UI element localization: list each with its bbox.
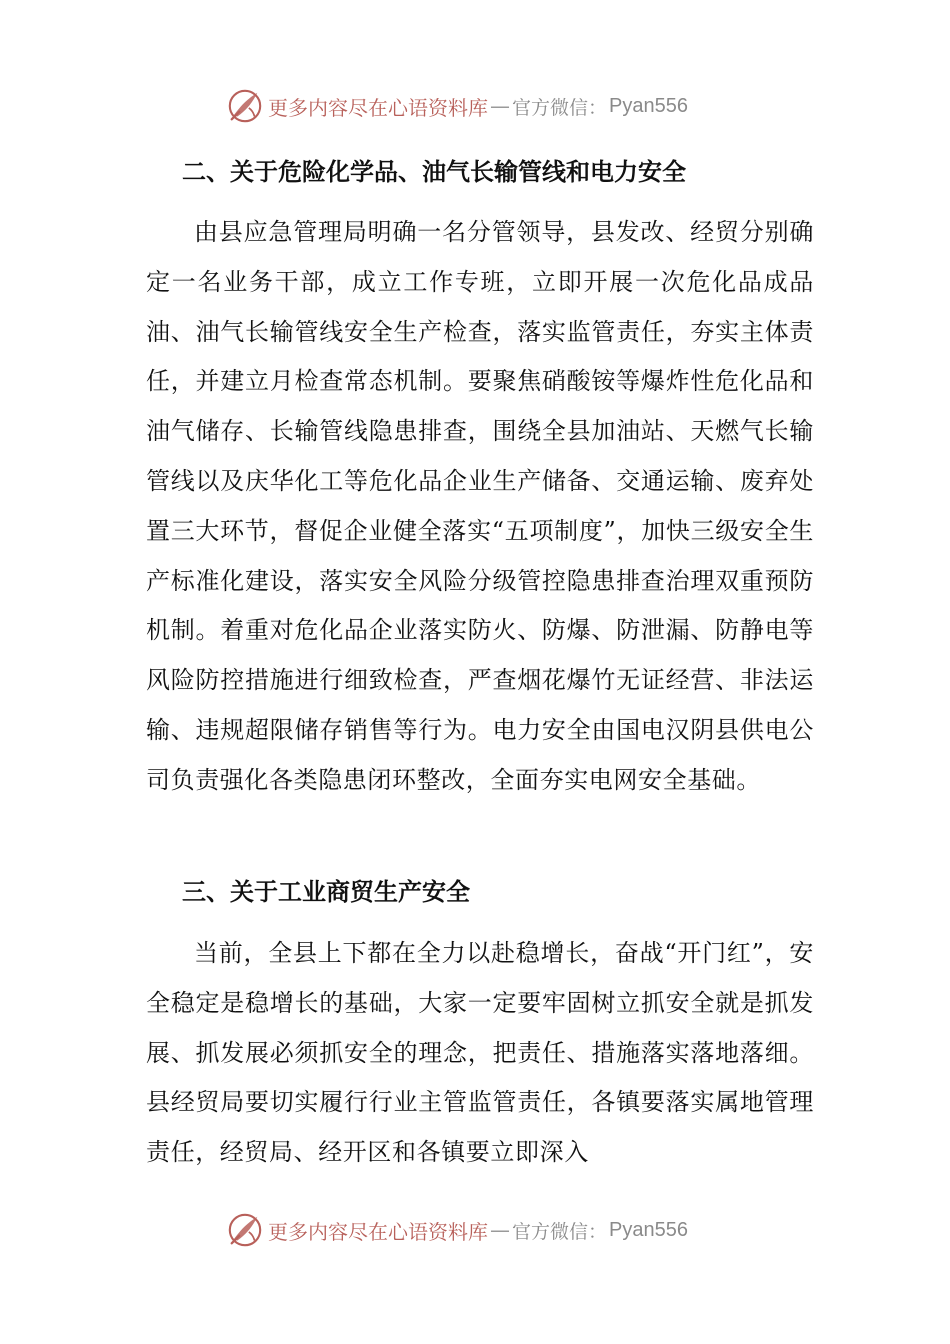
header-watermark (226, 86, 688, 126)
watermark-main-text: 更多内容尽在心语资料库 (268, 1219, 488, 1244)
section-two-heading: 二、关于危险化学品、油气长输管线和电力安全 (182, 158, 686, 186)
watermark-sub-text: 官方微信： (512, 1220, 608, 1243)
section-three-heading: 三、关于工业商贸生产安全 (182, 878, 470, 906)
quill-logo-icon (226, 87, 264, 125)
section-three-paragraph: 当前，全县上下都在全力以赴稳增长，奋战“开门红”，安全稳定是稳增长的基础，大家一定要牢固树立抓安全就是抓发展、抓发展必须抓安全的理念，把责任、措施落实落地落细。县经贸局要切实履行行业主管监管责任，各镇要落实属地管理责任，经贸局、经开区和各镇要立即深入 (146, 939, 814, 1167)
quill-logo-icon (226, 1211, 264, 1249)
watermark-separator: — (490, 1218, 510, 1242)
watermark-handle: Pyan556 (609, 94, 688, 117)
watermark-separator: — (490, 94, 510, 118)
footer-watermark (226, 1210, 688, 1250)
watermark-main-text: 更多内容尽在心语资料库 (268, 95, 488, 120)
watermark-sub-text: 官方微信： (512, 96, 608, 119)
section-two-paragraph: 由县应急管理局明确一名分管领导，县发改、经贸分别确定一名业务干部，成立工作专班，立即开展一次危化品成品油、油气长输管线安全生产检查，落实监管责任，夯实主体责任，并建立月检查常态机制。要聚焦硝酸铵等爆炸性危化品和油气储存、长输管线隐患排查，围绕全县加油站、天燃气长输管线以及庆华化工等危化品企业生产储备、交通运输、废弃处置三大环节，督促企业健全落实“五项制度”，加快三级安全生产标准化建设，落实安全风险分级管控隐患排查治理双重预防机制。着重对危化品企业落实防火、防爆、防泄漏、防静电等风险防控措施进行细致检查，严查烟花爆竹无证经营、非法运输、违规超限储存销售等行为。电力安全由国电汉阴县供电公司负责强化各类隐患闭环整改，全面夯实电网安全基础。 (146, 218, 814, 794)
watermark-handle: Pyan556 (609, 1218, 688, 1241)
